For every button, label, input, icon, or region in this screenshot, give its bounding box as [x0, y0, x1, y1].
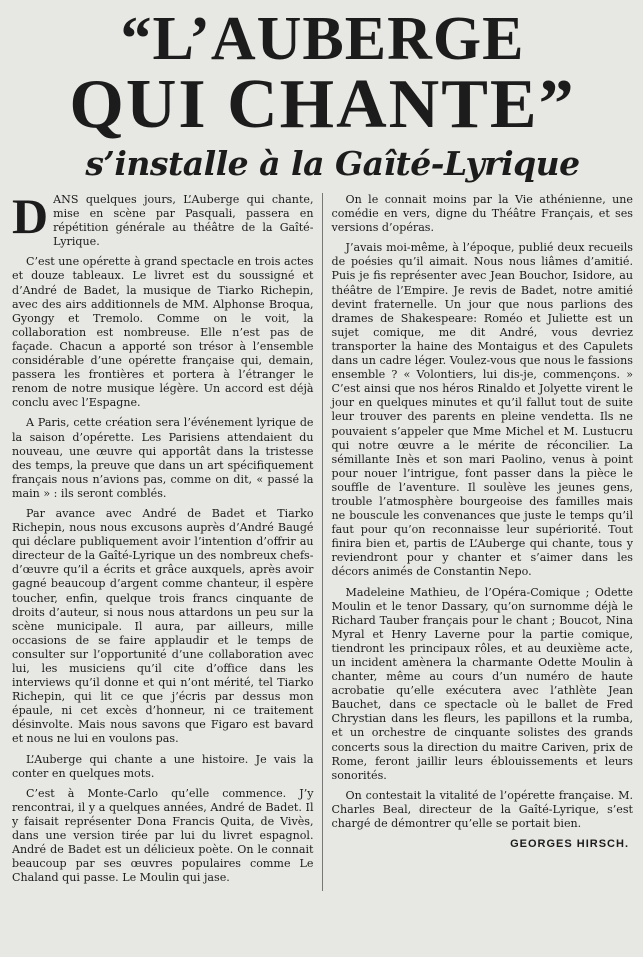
- article-paragraph: [12, 188, 314, 249]
- drop-cap: D: [12, 188, 49, 244]
- article-paragraph: J’avais moi-même, à l’époque, publié deux recueils de poésies qu’il aimait. Nous nous liâmes d’amitié. Puis je fis représenter avec Jean Bouchor, Isidore, au théâtre de l’Empire. Je revis de Badet, notre amitié devint fraternelle. Un jour que nous parlions des drames de Shakespeare: Roméo et Juliette est un sujet comique, me dit André, vous devriez transporter la haine des Montaigus et des Capulets dans un cadre léger. Voulez-vous que nous le fassions ensemble ? « Volontiers, lui dis-je, commençons. » C’est ainsi que nos héros Rinaldo et Jolyette virent le jour en quelques minutes et qu’il fallut tout de suite leur trouver des parents en pleine vendetta. Ils ne pouvaient s’appeler que Mme Michel et M. Lustucru qui notre œuvre a le mérite de réconcilier. La sémillante Inès et son mari Paolino, venus à point pour nouer l’intrigue, font passer dans la pièce le souffle de l’aventure. Il soulève les jeunes gens, trouble l’atmosphère bourgeoise des familles mais ne bouscule les convenances que juste le temps qu’il faut pour qu’on reconnaisse leur supériorité. Tout finira bien et, partis de L’Auberge qui chante, tous y reviendront pour y chanter et s’aimer dans les décors animés de Constantin Nepo.: [331, 241, 633, 579]
- article-paragraph: C’est une opérette à grand spectacle en trois actes et douze tableaux. Le livret est du soussigné et d’André de Badet, la musique de Tiarko Richepin, avec des airs additionnels de MM. Alphonse Broqua, Gyongy et Tremolo. Comme on le voit, la collaboration est nombreuse. Elle n’est pas de façade. Chacun a apporté son trésor à l’ensemble considérable d’une opérette française qui, demain, passera les frontières et portera à l’étranger le renom de notre musique légère. Un accord est déjà conclu avec l’Espagne.: [12, 255, 314, 410]
- author-signature: GEORGES HIRSCH.: [510, 838, 629, 851]
- article-columns: [12, 188, 633, 891]
- article-paragraph: On contestait la vitalité de l’opérette française. M. Charles Beal, directeur de la Gaîté-Lyrique, s’est chargé de démontrer qu’elle se portait bien.: [331, 788, 633, 831]
- article-paragraph: A Paris, cette création sera l’événement lyrique de la saison d’opérette. Les Parisiens attendaient du nouveau, une œuvre qui apportât dans la tristesse des temps, la preuve que dans un art spécifiquement français nous n’avions pas, comme on dit, « passé la main » : ils seront comblés.: [12, 416, 314, 500]
- paragraph-text: ANS quelques jours, L’Auberge qui chante, mise en scène par Pasquali, passera en répétition générale au théâtre de la Gaîté-Lyrique.: [53, 193, 314, 249]
- article-paragraph: C’est à Monte-Carlo qu’elle commence. J’y rencontrai, il y a quelques années, André de Badet. Il y faisait représenter Dona Francis Quita, de Vivès, dans une version tirée par lui du livret espagnol. André de Badet est un délicieux poète. On le connait beaucoup par ses œuvres populaires comme Le Chaland qui passe. Le Moulin qui jase.: [12, 786, 314, 885]
- article-column-left: [12, 188, 322, 891]
- headline-line-2: QUI CHANTE”: [69, 66, 576, 143]
- article-column-right: [322, 193, 634, 891]
- headline-subtitle: s’installe à la Gaîté-Lyrique: [85, 144, 580, 183]
- article-paragraph: On le connait moins par la Vie athénienne, une comédie en vers, digne du Théâtre Français, et ses versions d’opéras.: [331, 193, 633, 235]
- headline-line-1: “L’AUBERGE: [120, 5, 525, 73]
- article-paragraph: Madeleine Mathieu, de l’Opéra-Comique ; Odette Moulin et le tenor Dassary, qu’on surnomme déjà le Richard Tauber français pour le chant ; Boucot, Nina Myral et Henry Laverne pour la partie comique, tiendront les principaux rôles, et au deuxième acte, un incident amènera la charmante Odette Moulin à chanter, même au cours d’un numéro de haute acrobatie qu’elle exécutera avec l’athlète Jean Bauchet, dans ce spectacle où le ballet de Fred Chrystian dans les fleurs, les papillons et la rumba, et un orchestre de cinquante solistes des grands concerts sous la direction du maitre Cariven, prix de Rome, feront jaillir leurs éblouissements et leurs sonorités.: [331, 585, 633, 782]
- article-paragraph: L’Auberge qui chante a une histoire. Je vais la conter en quelques mots.: [12, 752, 314, 780]
- article-paragraph: Par avance avec André de Badet et Tiarko Richepin, nous nous excusons auprès d’André Baugé qui déclare publiquement avoir l’intention d’offrir au directeur de la Gaîté-Lyrique un des nombreux chefs-d’œuvre qu’il a écrits et grâce auxquels, après avoir gagné beaucoup d’argent comme chanteur, il espère toucher, enfin, quelque trois francs cinquante de droits d’auteur, si nous nous attardons un peu sur la scène municipale. Il aura, par ailleurs, mille occasions de se faire applaudir et le temps de consulter sur l’opportunité d’une collaboration avec lui, les musiciens qu’il cite d’office dans les interviews qu’il donne et qui n’ont mérité, tel Tiarko Richepin, qui lit ce que j’écris par dessus mon épaule, ni cet excès d’honneur, ni ce traitement désinvolte. Mais nous savons que Figaro est bavard et nous ne lui en voulons pas.: [12, 506, 314, 746]
